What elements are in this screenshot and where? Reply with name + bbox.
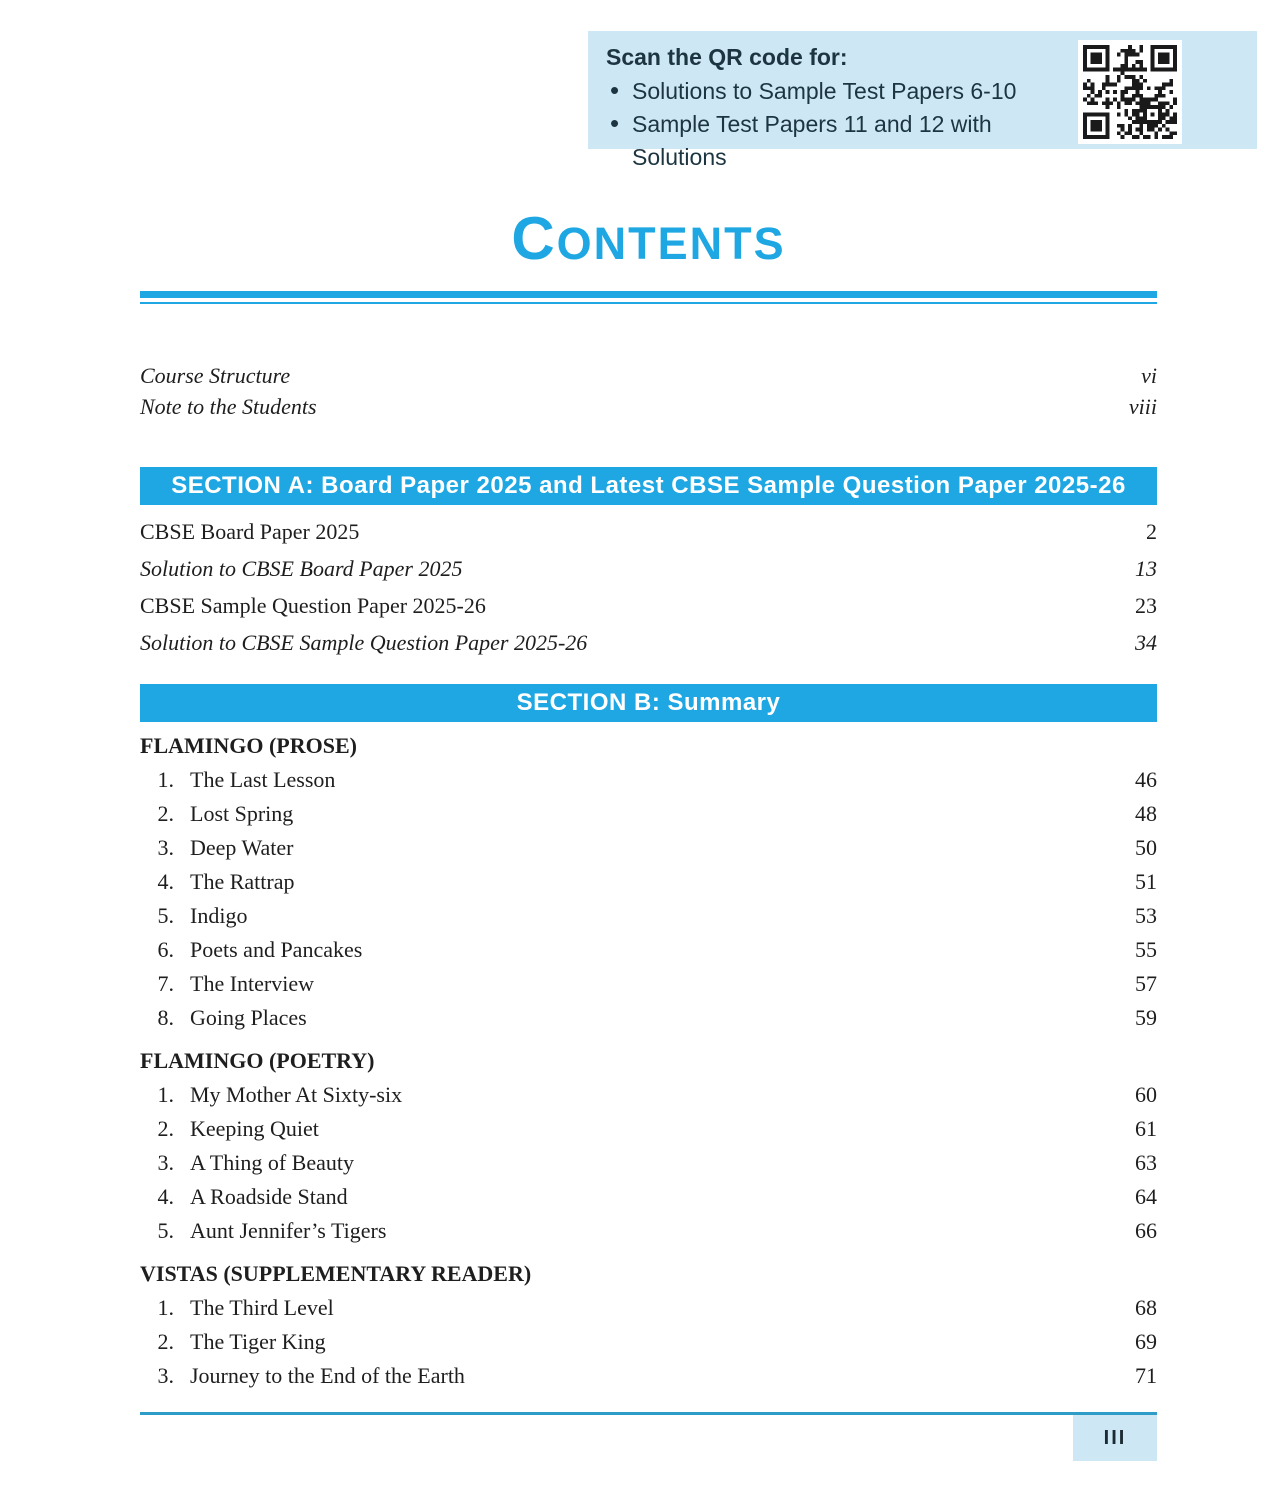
folio-box <box>1073 1415 1157 1461</box>
toc-entry <box>140 1078 1157 1112</box>
entry-page: 13 <box>1135 556 1157 581</box>
title-rule-thin <box>140 302 1157 304</box>
toc-group <box>140 729 1157 1035</box>
entry-title: Indigo <box>190 903 248 928</box>
entry-title: My Mother At Sixty-six <box>190 1082 403 1107</box>
entry-page: 34 <box>1135 630 1157 655</box>
toc-entry <box>140 1214 1157 1248</box>
toc-entry <box>140 360 1157 391</box>
qr-panel-bullet: • Sample Test Papers 11 and 12 with Solutions <box>606 108 1066 174</box>
toc-group <box>140 1044 1157 1248</box>
entry-title: Going Places <box>190 1005 307 1030</box>
entry-page: 64 <box>1135 1184 1157 1209</box>
entry-page: 59 <box>1135 1005 1157 1030</box>
entry-page: 57 <box>1135 971 1157 996</box>
entry-title: A Roadside Stand <box>190 1184 348 1209</box>
toc-group-heading: VISTAS (SUPPLEMENTARY READER) <box>140 1261 532 1286</box>
toc-group-heading: FLAMINGO (POETRY) <box>140 1048 375 1073</box>
entry-title: The Interview <box>190 971 314 996</box>
entry-title: Keeping Quiet <box>190 1116 319 1141</box>
toc-entry <box>140 899 1157 933</box>
entry-page: 48 <box>1135 801 1157 826</box>
entry-number: 4. <box>157 869 174 894</box>
entry-title: Aunt Jennifer’s Tigers <box>190 1218 387 1243</box>
title-rule-thick <box>140 291 1157 298</box>
entry-page: viii <box>1128 394 1157 419</box>
qr-panel-bullet: • Solutions to Sample Test Papers 6-10 <box>606 75 1066 108</box>
entry-title: CBSE Board Paper 2025 <box>140 519 360 544</box>
entry-page: 55 <box>1135 937 1157 962</box>
qr-panel-text <box>606 41 1066 174</box>
entry-title: Journey to the End of the Earth <box>190 1363 465 1388</box>
entry-page: 66 <box>1135 1218 1157 1243</box>
toc-entry <box>140 865 1157 899</box>
entry-number: 7. <box>157 971 174 996</box>
qr-code-image <box>1078 40 1182 144</box>
entry-title: The Rattrap <box>190 869 295 894</box>
entry-page: 60 <box>1135 1082 1157 1107</box>
toc-entry <box>140 1180 1157 1214</box>
entry-number: 5. <box>157 903 174 928</box>
qr-panel-bullet-list <box>606 75 1066 174</box>
toc-entry <box>140 797 1157 831</box>
entry-title: Poets and Pancakes <box>190 937 363 962</box>
toc-entry <box>140 624 1157 661</box>
toc-group-heading: FLAMINGO (PROSE) <box>140 733 357 758</box>
toc-entry <box>140 1359 1157 1393</box>
entry-number: 3. <box>157 1363 174 1388</box>
entry-page: vi <box>1141 363 1157 388</box>
entry-title: A Thing of Beauty <box>190 1150 354 1175</box>
page-title <box>140 203 1157 283</box>
entry-title: CBSE Sample Question Paper 2025-26 <box>140 593 486 618</box>
entry-page: 23 <box>1135 593 1157 618</box>
page-title-rest: ONTENTS <box>556 218 786 269</box>
entry-page: 46 <box>1135 767 1157 792</box>
entry-title: The Tiger King <box>190 1329 326 1354</box>
page-title-initial: C <box>511 205 557 272</box>
entry-number: 5. <box>157 1218 174 1243</box>
toc-entry <box>140 513 1157 550</box>
entry-title: Note to the Students <box>140 394 317 419</box>
section-a-list <box>140 513 1157 661</box>
qr-panel <box>588 31 1257 170</box>
toc-entry <box>140 763 1157 797</box>
toc-entry <box>140 967 1157 1001</box>
entry-title: Course Structure <box>140 363 291 388</box>
entry-page: 51 <box>1135 869 1157 894</box>
toc-entry <box>140 831 1157 865</box>
toc-entry <box>140 933 1157 967</box>
entry-title: The Last Lesson <box>190 767 336 792</box>
entry-page: 69 <box>1135 1329 1157 1354</box>
toc-entry <box>140 1146 1157 1180</box>
entry-title: Lost Spring <box>190 801 294 826</box>
entry-page: 71 <box>1135 1363 1157 1388</box>
section-b-list <box>140 729 1157 1393</box>
toc-entry <box>140 587 1157 624</box>
toc-entry <box>140 1112 1157 1146</box>
entry-number: 8. <box>157 1005 174 1030</box>
toc-entry <box>140 550 1157 587</box>
entry-number: 3. <box>157 835 174 860</box>
entry-title: Solution to CBSE Board Paper 2025 <box>140 556 463 581</box>
footer-rule <box>140 1412 1157 1415</box>
front-matter-list <box>140 360 1157 422</box>
entry-number: 1. <box>157 1082 174 1107</box>
section-b-header: SECTION B: Summary <box>140 684 1157 722</box>
entry-number: 1. <box>157 1295 174 1320</box>
toc-entry <box>140 391 1157 422</box>
entry-title: Solution to CBSE Sample Question Paper 2025-26 <box>140 630 588 655</box>
entry-number: 1. <box>157 767 174 792</box>
toc-entry <box>140 1325 1157 1359</box>
toc-entry <box>140 1291 1157 1325</box>
entry-title: Deep Water <box>190 835 294 860</box>
entry-page: 50 <box>1135 835 1157 860</box>
entry-page: 68 <box>1135 1295 1157 1320</box>
entry-number: 2. <box>157 1116 174 1141</box>
entry-page: 61 <box>1135 1116 1157 1141</box>
entry-number: 2. <box>157 1329 174 1354</box>
entry-page: 2 <box>1146 519 1157 544</box>
entry-title: The Third Level <box>190 1295 334 1320</box>
section-a-header: SECTION A: Board Paper 2025 and Latest CBSE Sample Question Paper 2025-26 <box>140 467 1157 505</box>
entry-page: 63 <box>1135 1150 1157 1175</box>
qr-panel-heading: Scan the QR code for: <box>606 44 848 70</box>
toc-group <box>140 1257 1157 1393</box>
entry-number: 4. <box>157 1184 174 1209</box>
entry-number: 6. <box>157 937 174 962</box>
entry-number: 3. <box>157 1150 174 1175</box>
entry-page: 53 <box>1135 903 1157 928</box>
folio-page-number: III <box>1103 1426 1127 1449</box>
entry-number: 2. <box>157 801 174 826</box>
toc-entry <box>140 1001 1157 1035</box>
